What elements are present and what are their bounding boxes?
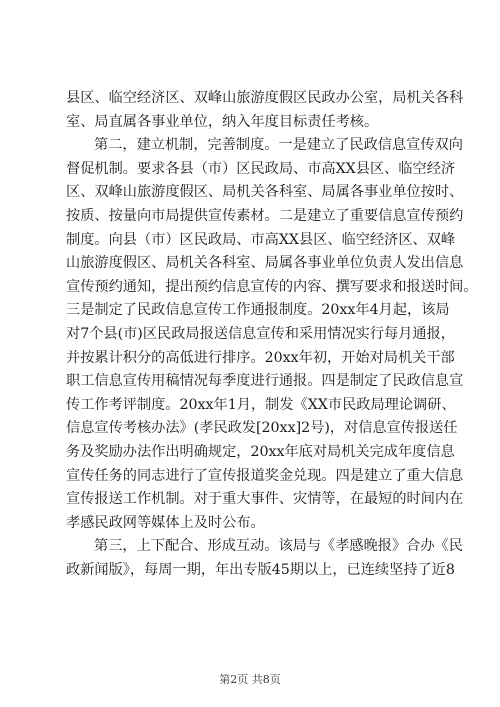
text-line: 对7个县(市)区民政局报送信息宣传和采用情况实行每月通报， (66, 325, 455, 342)
text-line: 室、局直属各事业单位，纳入年度目标责任考核。 (66, 113, 379, 130)
text-line: 按质、按量向市局提供宣传素材。二是建立了重要信息宣传预约 (66, 207, 464, 224)
text-line: 信息宣传考核办法》(孝民政发[20xx]2号)，对信息宣传报送任 (66, 420, 458, 437)
text-line: 宣传预约通知，提出预约信息宣传的内容、撰写要求和报送时间。 (66, 278, 478, 295)
text-line: 制度。向县（市）区民政局、市高XX县区、临空经济区、双峰 (66, 231, 456, 248)
text-line: 三是制定了民政信息宣传工作通报制度。20xx年4月起，该局 (66, 302, 450, 319)
text-line: 并按累计积分的高低进行排序。20xx年初，开始对局机关干部 (66, 349, 455, 366)
paragraph-start-line: 第二，建立机制，完善制度。一是建立了民政信息宣传双向 (94, 137, 463, 154)
page-number-label: 第2页 共8页 (219, 673, 281, 686)
text-line: 务及奖励办法作出明确规定，20xx年底对局机关完成年度信息 (66, 443, 455, 460)
text-line: 孝感民政网等媒体上及时公布。 (66, 514, 265, 531)
text-line: 督促机制。要求各县（市）区民政局、市高XX县区、临空经济 (66, 160, 456, 177)
document-body (66, 87, 478, 582)
text-line: 职工信息宣传用稿情况每季度进行通报。四是制定了民政信息宣 (66, 373, 464, 390)
page-footer (0, 671, 500, 687)
text-line: 宣传任务的同志进行了宣传报道奖金兑现。四是建立了重大信息 (66, 467, 464, 484)
text-line: 山旅游度假区、局机关各科室、局属各事业单位负责人发出信息 (66, 255, 464, 272)
text-line: 宣传报送工作机制。对于重大事件、灾情等，在最短的时间内在 (66, 491, 464, 508)
text-line: 传工作考评制度。20xx年1月，制发《XX市民政局理论调研、 (66, 396, 456, 413)
text-line: 政新闻版》，每周一期，年出专版45期以上，已连续坚持了近8 (66, 561, 455, 578)
text-line: 区、双峰山旅游度假区、局机关各科室、局属各事业单位按时、 (66, 184, 464, 201)
text-line: 县区、临空经济区、双峰山旅游度假区民政办公室，局机关各科 (66, 90, 464, 106)
paragraph-start-line: 第三，上下配合、形成互动。该局与《孝感晚报》合办《民 (94, 538, 463, 555)
